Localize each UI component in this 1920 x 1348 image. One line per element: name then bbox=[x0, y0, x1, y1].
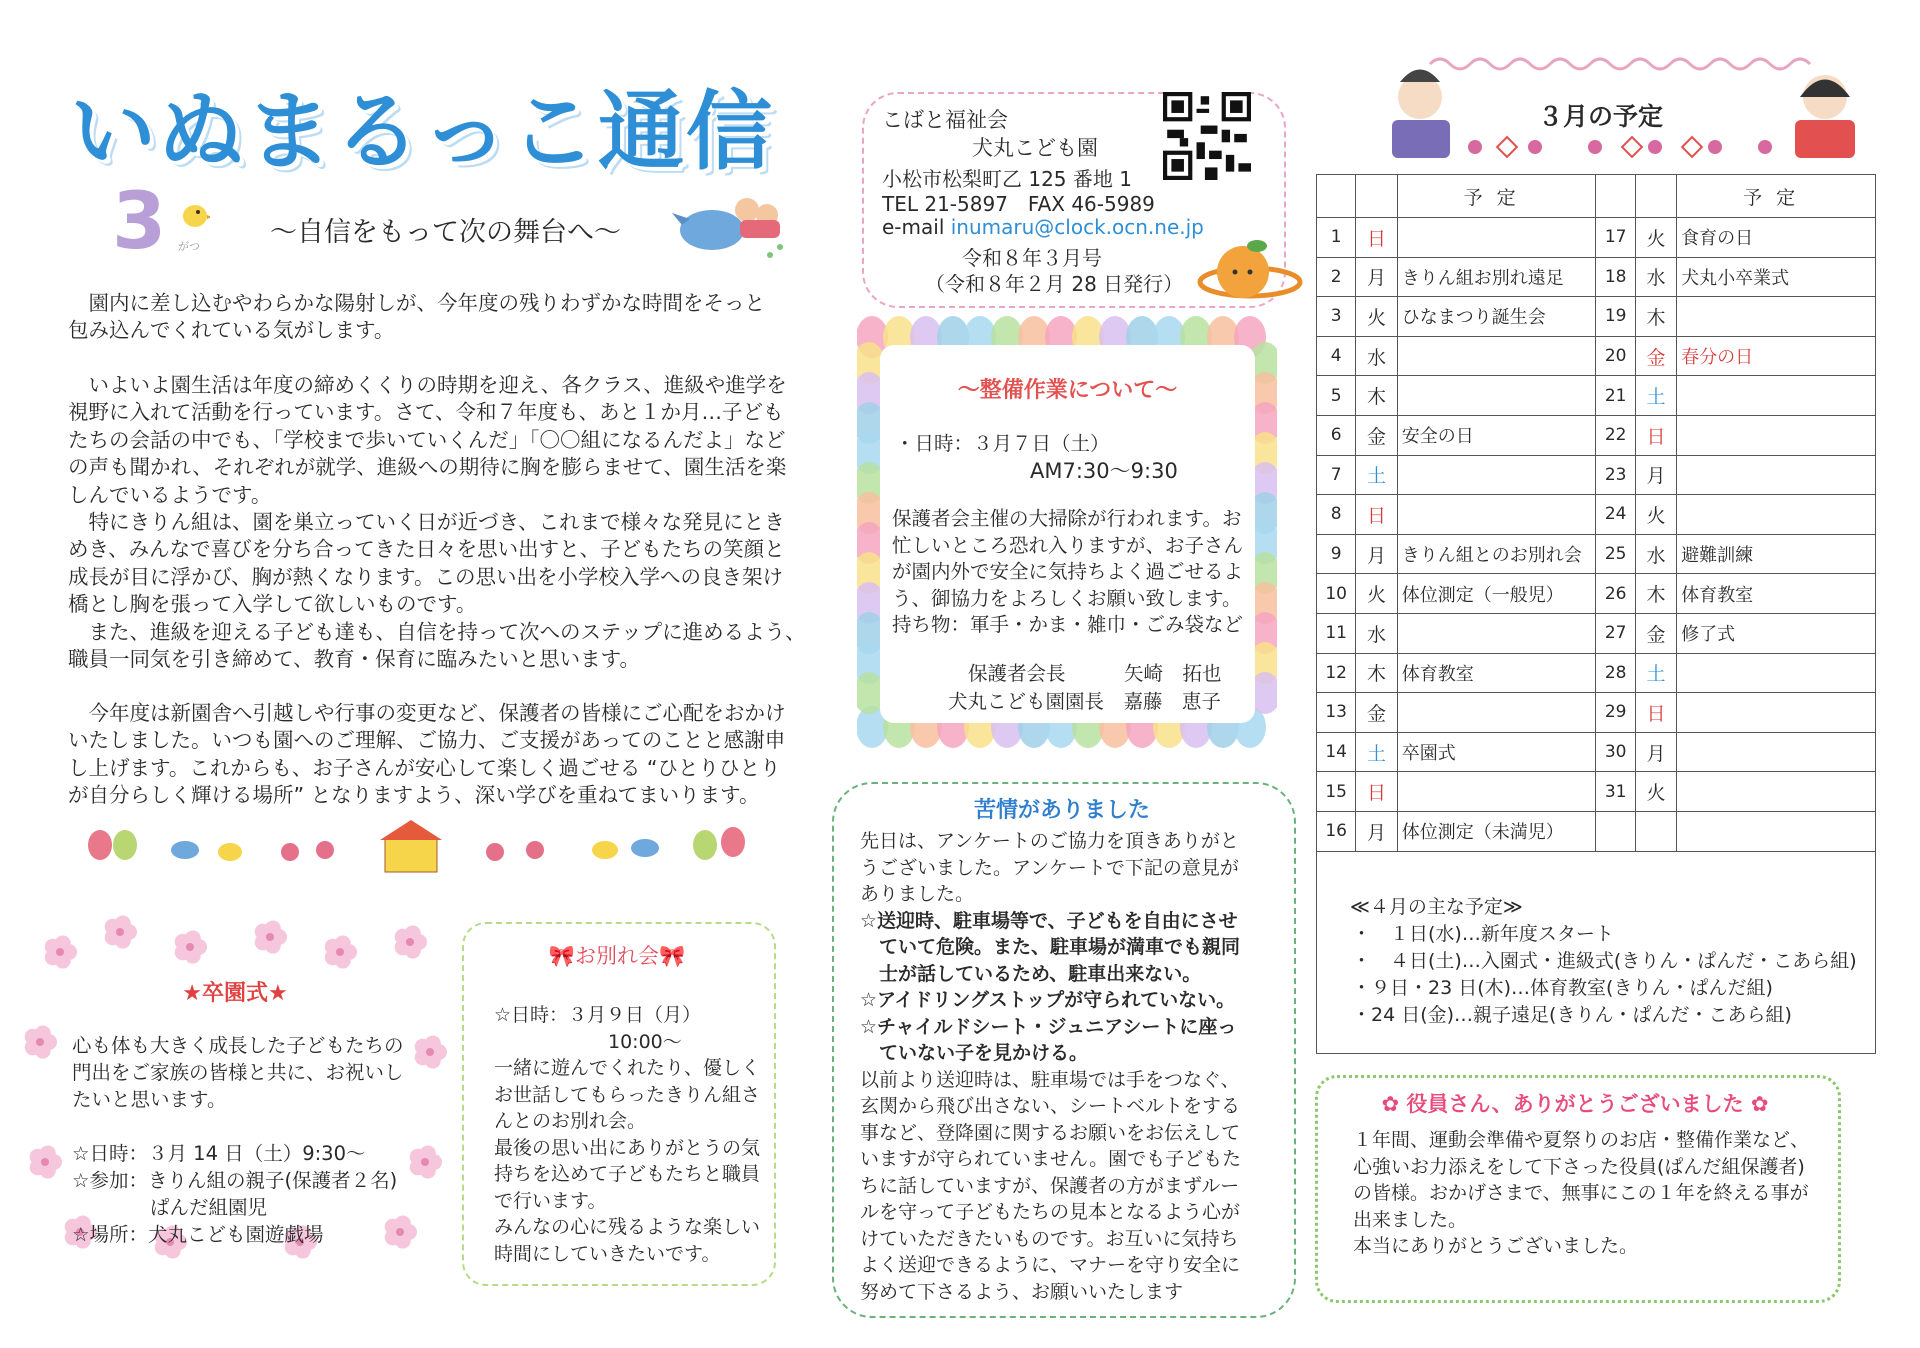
schedule-weekday bbox=[1635, 811, 1676, 851]
schedule-row bbox=[1317, 772, 1876, 812]
schedule-weekday: 火 bbox=[1635, 772, 1676, 812]
schedule-day: 9 bbox=[1317, 534, 1356, 574]
text-line: ☆アイドリングストップが守られていない。 bbox=[860, 989, 1236, 1011]
text-line: いますが守られていません。園でも子どもた bbox=[860, 1148, 1242, 1170]
schedule-row bbox=[1317, 574, 1876, 614]
text-line: で行います。 bbox=[494, 1189, 607, 1212]
schedule-day: 24 bbox=[1596, 495, 1635, 535]
schedule-weekday: 土 bbox=[1356, 455, 1397, 495]
schedule-event: 避難訓練 bbox=[1677, 534, 1876, 574]
seibi-body bbox=[892, 506, 1243, 639]
text-line: 一緒に遊んでくれたり、優しく bbox=[494, 1057, 761, 1079]
farewell-heading: 🎀お別れ会🎀 bbox=[548, 944, 686, 968]
text-line: ちに話していますが、保護者の方がまずルー bbox=[860, 1174, 1240, 1197]
bird-and-children-icon bbox=[672, 185, 792, 265]
schedule-event bbox=[1397, 772, 1596, 812]
schedule-day bbox=[1596, 811, 1635, 851]
text-line: んとのお別れ会。 bbox=[494, 1110, 647, 1132]
chick-icon bbox=[180, 190, 210, 230]
schedule-event bbox=[1677, 455, 1876, 495]
schedule-row bbox=[1317, 811, 1876, 851]
farewell-text bbox=[494, 1002, 760, 1267]
seibi-line: 持ち物：軍手・かま・雑巾・ごみ袋など bbox=[892, 613, 1244, 636]
seibi-time: AM7:30〜9:30 bbox=[1030, 459, 1178, 483]
schedule-header-cell bbox=[1635, 175, 1676, 218]
schedule-weekday: 火 bbox=[1356, 574, 1397, 614]
text-line: 10:00〜 bbox=[494, 1030, 682, 1053]
schedule-day: 30 bbox=[1596, 732, 1635, 772]
schedule-day: 22 bbox=[1596, 415, 1635, 455]
schedule-event bbox=[1677, 653, 1876, 693]
schedule-event: 体位測定（未満児） bbox=[1397, 811, 1596, 851]
text-line: たいと思います。 bbox=[72, 1088, 227, 1111]
april-heading: ≪４月の主な予定≫ bbox=[1350, 896, 1523, 918]
schedule-day: 1 bbox=[1317, 218, 1356, 258]
month-suffix: がつ bbox=[178, 240, 200, 253]
schedule-weekday: 木 bbox=[1635, 574, 1676, 614]
schedule-event bbox=[1397, 495, 1596, 535]
seibi-sign-principal: 犬丸こども園園長 嘉藤 恵子 bbox=[948, 690, 1222, 713]
graduation-heading: ★卒園式★ bbox=[182, 981, 288, 1006]
text-line bbox=[72, 1113, 404, 1140]
schedule-day: 10 bbox=[1317, 574, 1356, 614]
schedule-weekday: 月 bbox=[1635, 455, 1676, 495]
schedule-event: 体位測定（一般児） bbox=[1397, 574, 1596, 614]
schedule-day: 12 bbox=[1317, 653, 1356, 693]
schedule-event bbox=[1677, 297, 1876, 337]
schedule-event bbox=[1677, 811, 1876, 851]
schedule-weekday: 水 bbox=[1635, 534, 1676, 574]
thanks-text bbox=[1353, 1127, 1809, 1260]
schedule-day: 13 bbox=[1317, 693, 1356, 733]
issue-month: 令和８年３月号 bbox=[962, 246, 1102, 270]
schedule-weekday: 火 bbox=[1635, 495, 1676, 535]
seibi-line: 忙しいところ恐れ入りますが、お子さん bbox=[892, 533, 1244, 557]
schedule-weekday: 金 bbox=[1356, 693, 1397, 733]
schedule-header-cell bbox=[1317, 175, 1356, 218]
seibi-line: が園内外で安全に気持ちよく過ごせるよ bbox=[892, 560, 1244, 583]
april-list bbox=[1352, 921, 1857, 1029]
schedule-event bbox=[1397, 218, 1596, 258]
schedule-event bbox=[1397, 455, 1596, 495]
schedule-header-cell bbox=[1356, 175, 1397, 218]
complaint-text bbox=[860, 828, 1241, 1305]
text-line: ていて危険。また、駐車場が満車でも親同 bbox=[860, 936, 1241, 958]
email-label: e-mail bbox=[882, 215, 945, 239]
schedule-event bbox=[1397, 376, 1596, 416]
schedule-row bbox=[1317, 613, 1876, 653]
text-line: ていない子を見かける。 bbox=[860, 1042, 1089, 1064]
schedule-day: 26 bbox=[1596, 574, 1635, 614]
decorative-border-icon bbox=[85, 820, 755, 880]
text-line: ・９日・23 日(木)…体育教室(きりん・ぱんだ組) bbox=[1352, 977, 1773, 999]
text-line: 時間にしていきたいです。 bbox=[494, 1242, 721, 1265]
schedule-weekday: 日 bbox=[1635, 415, 1676, 455]
text-line: ・ ４日(土)…入園式・進級式(きりん・ぱんだ・こあら組) bbox=[1352, 950, 1857, 972]
schedule-event: 春分の日 bbox=[1677, 336, 1876, 376]
subtitle: 〜自信をもって次の舞台へ〜 bbox=[270, 217, 621, 248]
text-line: ☆送迎時、駐車場等で、子どもを自由にさせ bbox=[860, 909, 1238, 932]
schedule-day: 29 bbox=[1596, 693, 1635, 733]
schedule-day: 18 bbox=[1596, 257, 1635, 297]
schedule-event: 食育の日 bbox=[1677, 218, 1876, 258]
schedule-weekday: 日 bbox=[1356, 218, 1397, 258]
schedule-row bbox=[1317, 653, 1876, 693]
schedule-event: きりん組とのお別れ会 bbox=[1397, 534, 1596, 574]
schedule-weekday: 木 bbox=[1356, 653, 1397, 693]
schedule-event bbox=[1677, 415, 1876, 455]
text-line: お世話してもらったきりん組さ bbox=[494, 1083, 761, 1106]
schedule-weekday: 火 bbox=[1635, 218, 1676, 258]
kindergarten-name: 犬丸こども園 bbox=[972, 136, 1098, 160]
email-link[interactable]: inumaru@clock.ocn.ne.jp bbox=[950, 215, 1204, 239]
text-line: ☆参加：きりん組の親子(保護者２名) bbox=[72, 1169, 398, 1192]
intro-paragraph-1: 園内に差し込むやわらかな陽射しが、今年度の残りわずかな時間をそっと 包み込んでくれている気がします。 bbox=[68, 291, 765, 343]
text-line: ☆チャイルドシート・ジュニアシートに座っ bbox=[860, 1015, 1237, 1038]
text-line: 心強いお力添えをして下さった役員(ぱんだ組保護者) bbox=[1353, 1155, 1805, 1178]
schedule-weekday: 水 bbox=[1356, 613, 1397, 653]
schedule-day: 15 bbox=[1317, 772, 1356, 812]
qr-code-icon bbox=[1163, 92, 1251, 180]
schedule-weekday: 月 bbox=[1635, 732, 1676, 772]
text-line: 本当にありがとうございました。 bbox=[1353, 1235, 1639, 1257]
schedule-day: 6 bbox=[1317, 415, 1356, 455]
schedule-day: 20 bbox=[1596, 336, 1635, 376]
text-line: 門出をご家族の皆様と共に、お祝いし bbox=[72, 1061, 404, 1084]
address: 小松市松梨町乙 125 番地 1 bbox=[882, 167, 1132, 191]
email-line bbox=[882, 215, 1204, 239]
schedule-weekday: 月 bbox=[1356, 811, 1397, 851]
schedule-table bbox=[1316, 174, 1876, 852]
seibi-sign-parent-chair: 保護者会長 矢崎 拓也 bbox=[968, 662, 1222, 685]
seibi-line: う、御協力をよろしくお願い致します。 bbox=[892, 586, 1242, 610]
text-line: けていただきたいものです。お互いに気持ち bbox=[860, 1227, 1239, 1250]
schedule-event bbox=[1677, 732, 1876, 772]
schedule-weekday: 日 bbox=[1356, 772, 1397, 812]
text-line: ありました。 bbox=[860, 883, 975, 905]
schedule-row bbox=[1317, 415, 1876, 455]
text-line: 持ちを込めて子どもたちと職員 bbox=[494, 1163, 761, 1185]
newsletter-title: いぬまるっこ通信 bbox=[70, 82, 774, 182]
schedule-day: 4 bbox=[1317, 336, 1356, 376]
schedule-header-label: 予定 bbox=[1397, 175, 1596, 218]
schedule-weekday: 日 bbox=[1635, 693, 1676, 733]
schedule-weekday: 日 bbox=[1356, 495, 1397, 535]
schedule-day: 14 bbox=[1317, 732, 1356, 772]
schedule-event bbox=[1397, 693, 1596, 733]
schedule-day: 21 bbox=[1596, 376, 1635, 416]
schedule-weekday: 土 bbox=[1356, 732, 1397, 772]
schedule-event bbox=[1677, 772, 1876, 812]
intro-paragraph-3: 今年度は新園舎へ引越しや行事の変更など、保護者の皆様にご心配をおかけ いたしました。いつも園へのご理解、ご協力、ご支援があってのことと感謝申 し上げます。これからも、お子さんが安心して楽しく過ごせる “ひとりひとり が自分らしく輝ける場所” となりますよう、深い学びを重ねてまいります。 bbox=[68, 701, 786, 808]
schedule-weekday: 火 bbox=[1356, 297, 1397, 337]
text-line: ☆場所：犬丸こども園遊戯場 bbox=[72, 1223, 324, 1246]
schedule-day: 16 bbox=[1317, 811, 1356, 851]
seibi-date: ・日時：３月７日（土） bbox=[895, 432, 1110, 455]
schedule-weekday: 金 bbox=[1356, 415, 1397, 455]
text-line: ぱんだ組園児 bbox=[72, 1196, 268, 1219]
schedule-event bbox=[1677, 693, 1876, 733]
text-line: ルを守って子どもたちの見本となるよう心が bbox=[860, 1201, 1241, 1223]
text-line: ☆日時：３月９日（月） bbox=[494, 1004, 702, 1026]
schedule-day: 25 bbox=[1596, 534, 1635, 574]
text-line: 出来ました。 bbox=[1353, 1208, 1468, 1231]
thanks-heading: ✿ 役員さん、ありがとうございました ✿ bbox=[1381, 1092, 1769, 1116]
schedule-row bbox=[1317, 257, 1876, 297]
text-line: 以前より送迎時は、駐車場では手をつなぐ、 bbox=[860, 1068, 1240, 1091]
schedule-weekday: 水 bbox=[1356, 336, 1397, 376]
text-line: ・ １日(水)…新年度スタート bbox=[1352, 923, 1614, 945]
complaint-heading: 苦情がありました bbox=[973, 798, 1150, 823]
month-number: 3 bbox=[112, 177, 167, 267]
schedule-day: 27 bbox=[1596, 613, 1635, 653]
schedule-header-cell bbox=[1596, 175, 1635, 218]
intro-paragraph-2: いよいよ園生活は年度の締めくくりの時期を迎え、各クラス、進級や進学を 視野に入れて活動を行っています。さて、令和７年度も、あと１か月…子ども たちの会話の中でも、「学校まで歩いていくんだ」「〇〇組になるんだよ」など の声も聞かれ、それぞれが就学、進級への期待に胸を膨らませて、園生活を楽 しんでいるようです。 特にきりん組は、園を巣立っていく日が近づき、これまで様々な発見にとき めき、みんなで喜びを分ち合ってきた日々を思い出すと、子どもたちの笑顔と 成長が目に浮かび、胸が熱くなります。この思い出を小学校入学への良き架け 橋とし胸を張って入学して欲しいものです。 また、進級を迎える子ども達も、自信を持って次へのステップに進めるよう、 職員一同気を引き締めて、教育・保育に臨みたいと思います。 bbox=[68, 373, 806, 672]
schedule-weekday: 金 bbox=[1635, 613, 1676, 653]
schedule-event bbox=[1397, 613, 1596, 653]
schedule-event: 修了式 bbox=[1677, 613, 1876, 653]
schedule-day: 5 bbox=[1317, 376, 1356, 416]
text-line: 玄関から飛び出さない、シートベルトをする bbox=[860, 1095, 1241, 1117]
text-line: みんなの心に残るような楽しい bbox=[494, 1216, 761, 1238]
schedule-day: 7 bbox=[1317, 455, 1356, 495]
schedule-weekday: 木 bbox=[1356, 376, 1397, 416]
text-line: の皆様。おかげさまで、無事にこの１年を終える事が bbox=[1353, 1182, 1809, 1204]
text-line: 心も体も大きく成長した子どもたちの bbox=[72, 1034, 404, 1057]
schedule-event bbox=[1397, 336, 1596, 376]
schedule-row bbox=[1317, 495, 1876, 535]
text-line: 士が話しているため、駐車出来ない。 bbox=[860, 962, 1202, 985]
text-line: 努めて下さるよう、お願いいたします bbox=[860, 1280, 1184, 1303]
issue-date: （令和８年２月 28 日発行） bbox=[925, 272, 1184, 296]
schedule-weekday: 月 bbox=[1356, 257, 1397, 297]
schedule-weekday: 水 bbox=[1635, 257, 1676, 297]
schedule-row bbox=[1317, 732, 1876, 772]
orange-mascot-icon bbox=[1195, 232, 1305, 322]
schedule-row bbox=[1317, 693, 1876, 733]
schedule-day: 8 bbox=[1317, 495, 1356, 535]
schedule-event: 犬丸小卒業式 bbox=[1677, 257, 1876, 297]
graduation-text bbox=[72, 1032, 404, 1248]
schedule-row bbox=[1317, 297, 1876, 337]
schedule-event: きりん組お別れ遠足 bbox=[1397, 257, 1596, 297]
schedule-weekday: 土 bbox=[1635, 653, 1676, 693]
schedule-row bbox=[1317, 455, 1876, 495]
seibi-heading: 〜整備作業について〜 bbox=[957, 378, 1178, 403]
schedule-weekday: 土 bbox=[1635, 376, 1676, 416]
schedule-header-label: 予定 bbox=[1677, 175, 1876, 218]
schedule-event: 卒園式 bbox=[1397, 732, 1596, 772]
schedule-weekday: 木 bbox=[1635, 297, 1676, 337]
seibi-line: 保護者会主催の大掃除が行われます。お bbox=[892, 507, 1242, 530]
text-line: １年間、運動会準備や夏祭りのお店・整備作業など、 bbox=[1353, 1129, 1810, 1151]
schedule-event: 体育教室 bbox=[1397, 653, 1596, 693]
org-name: こばと福祉会 bbox=[882, 108, 1008, 132]
schedule-event: ひなまつり誕生会 bbox=[1397, 297, 1596, 337]
schedule-row bbox=[1317, 376, 1876, 416]
schedule-day: 11 bbox=[1317, 613, 1356, 653]
tel-fax: TEL 21-5897 FAX 46-5989 bbox=[882, 192, 1155, 216]
schedule-day: 23 bbox=[1596, 455, 1635, 495]
text-line: ☆日時：３月 14 日（土）9:30〜 bbox=[72, 1142, 366, 1165]
schedule-row bbox=[1317, 336, 1876, 376]
schedule-day: 2 bbox=[1317, 257, 1356, 297]
text-line: 先日は、アンケートのご協力を頂きありがと bbox=[860, 830, 1239, 852]
schedule-day: 3 bbox=[1317, 297, 1356, 337]
text-line: 最後の思い出にありがとうの気 bbox=[494, 1136, 761, 1159]
schedule-event: 安全の日 bbox=[1397, 415, 1596, 455]
text-line: うございました。アンケートで下記の意見が bbox=[860, 856, 1239, 879]
schedule-weekday: 金 bbox=[1635, 336, 1676, 376]
schedule-day: 19 bbox=[1596, 297, 1635, 337]
schedule-day: 28 bbox=[1596, 653, 1635, 693]
schedule-weekday: 月 bbox=[1356, 534, 1397, 574]
text-line: よく送迎できるように、マナーを守り安全に bbox=[860, 1254, 1241, 1276]
schedule-day: 17 bbox=[1596, 218, 1635, 258]
text-line: 事など、登降園に関するお願いをお伝えして bbox=[860, 1121, 1241, 1144]
text-line: ・24 日(金)…親子遠足(きりん・ぱんだ・こあら組) bbox=[1352, 1004, 1792, 1026]
schedule-day: 31 bbox=[1596, 772, 1635, 812]
schedule-title: ３月の予定 bbox=[1538, 102, 1664, 131]
schedule-event bbox=[1677, 376, 1876, 416]
schedule-event bbox=[1677, 495, 1876, 535]
schedule-row bbox=[1317, 218, 1876, 258]
schedule-event: 体育教室 bbox=[1677, 574, 1876, 614]
schedule-row bbox=[1317, 534, 1876, 574]
